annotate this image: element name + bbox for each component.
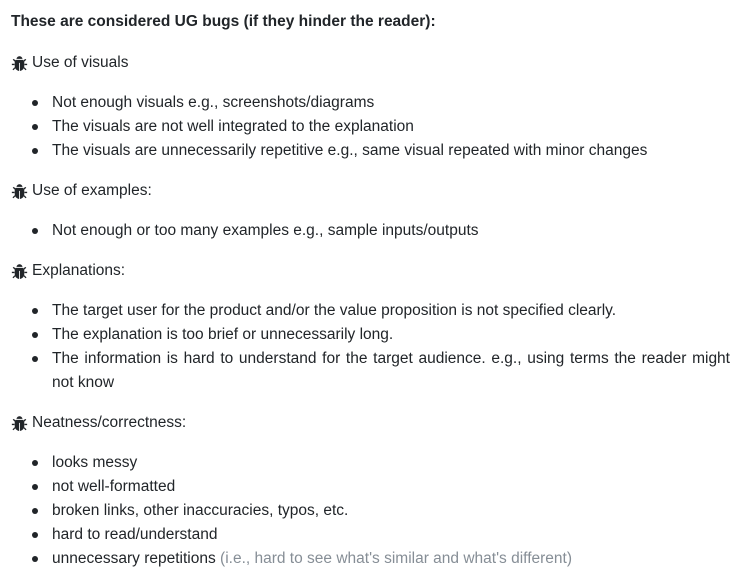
list-item [31,451,730,475]
bullet [32,508,38,514]
section-use-of-examples [11,179,730,243]
list-item [31,347,730,395]
bullet [32,124,38,130]
list-item [31,523,730,547]
bullet [32,532,38,538]
list-item [31,115,730,139]
bullet [32,100,38,106]
list-item [31,323,730,347]
section-title [11,259,730,283]
section-explanations [11,259,730,395]
bullet [32,228,38,234]
page-heading: These are considered UG bugs (if they hinder the reader): [11,13,436,30]
list-item-text: The target user for the product and/or the value proposition is not specified clearly. [52,302,617,319]
bullet [32,332,38,338]
list-item-text: broken links, other inaccuracies, typos, etc. [52,502,349,519]
bullet [32,556,38,562]
list-item [31,499,730,523]
bullet [32,308,38,314]
bug-list [11,91,730,163]
section-neatness-correctness [11,411,730,571]
section-title-text: Use of examples: [32,182,152,199]
list-item-text: The information is hard to understand for the target audience. e.g., using terms the reader might not know [52,350,730,391]
list-item-text: The visuals are unnecessarily repetitive e.g., same visual repeated with minor changes [52,142,648,159]
list-item-text: The explanation is too brief or unnecessarily long. [52,326,394,343]
bullet [32,356,38,362]
bug-icon [11,183,28,200]
section-title-text: Explanations: [32,262,126,279]
list-item-text: unnecessary repetitions [52,550,216,567]
list-item [31,219,730,243]
bullet [32,148,38,154]
list-item-text: not well-formatted [52,478,176,495]
bug-icon [11,415,28,432]
section-title-text: Use of visuals [32,54,129,71]
list-item [31,299,730,323]
list-item-text: Not enough visuals e.g., screenshots/diagrams [52,94,375,111]
bug-icon [11,55,28,72]
bug-list [11,299,730,395]
list-item-text: hard to read/understand [52,526,218,543]
bullet [32,460,38,466]
section-title [11,411,730,435]
section-title [11,179,730,203]
section-title [11,51,730,75]
list-item-text: looks messy [52,454,138,471]
list-item [31,547,730,571]
section-title-text: Neatness/correctness: [32,414,187,431]
bug-list [11,451,730,571]
list-item [31,139,730,163]
list-item-muted-text: (i.e., hard to see what's similar and what's different) [220,550,572,567]
list-item-text: The visuals are not well integrated to the explanation [52,118,414,135]
section-use-of-visuals [11,51,730,163]
list-item [31,91,730,115]
bullet [32,484,38,490]
list-item [31,475,730,499]
bug-icon [11,263,28,280]
list-item-text: Not enough or too many examples e.g., sample inputs/outputs [52,222,479,239]
bug-list [11,219,730,243]
